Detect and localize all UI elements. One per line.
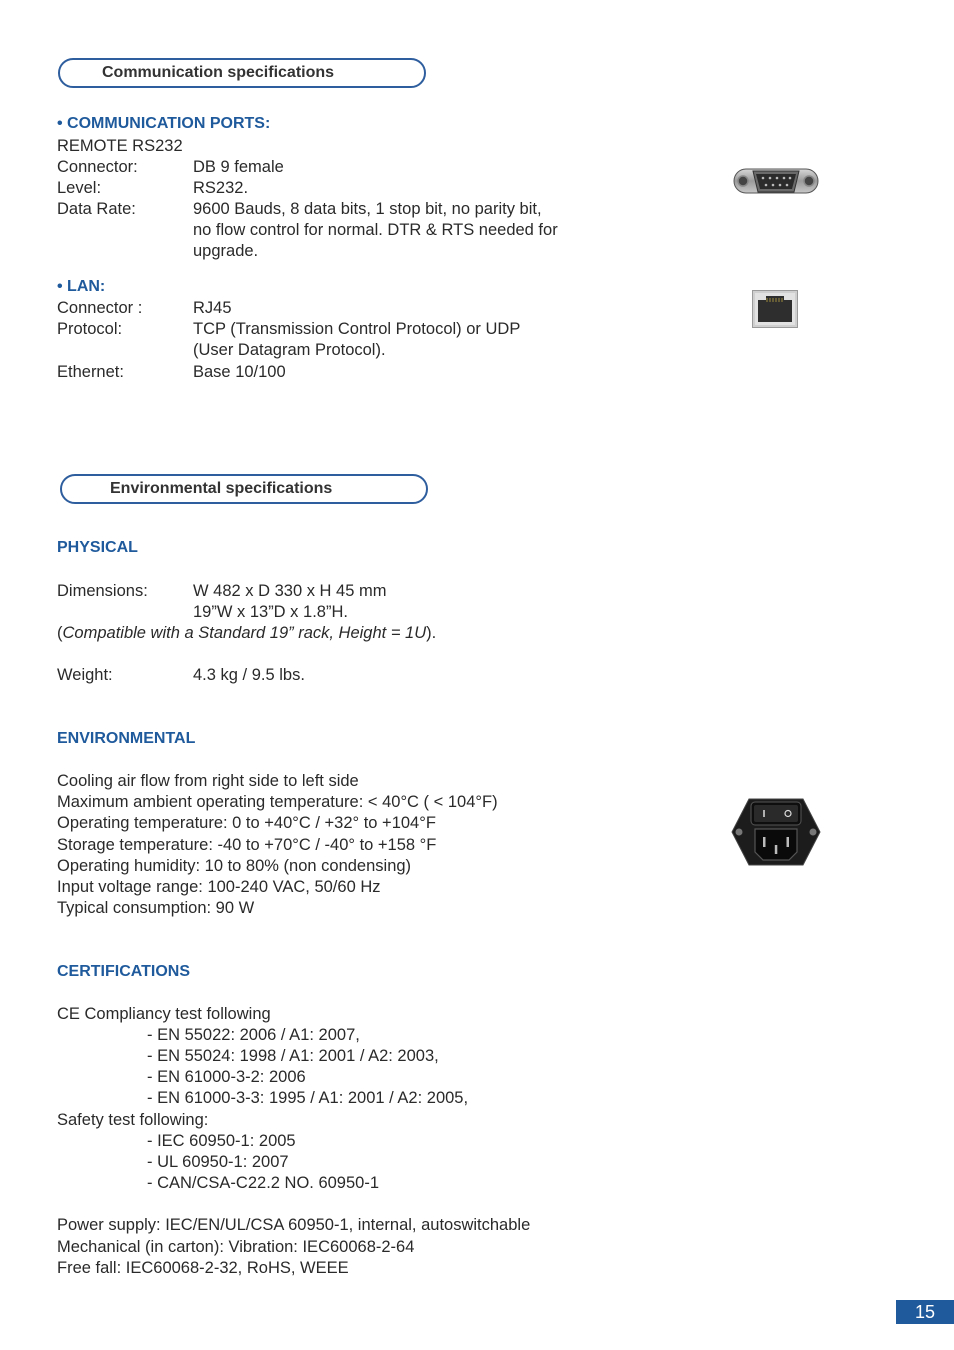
env-line: Maximum ambient operating temperature: < 40°C ( < 104°F)	[57, 793, 498, 811]
safety-item: - UL 60950-1: 2007	[147, 1153, 289, 1171]
env-section-title	[60, 474, 428, 504]
dimensions-line1: W 482 x D 330 x H 45 mm	[193, 582, 387, 600]
compat-note	[57, 623, 436, 644]
free-fall-line: Free fall: IEC60068-2-32, RoHS, WEEE	[57, 1259, 349, 1277]
lan-connector-label: Connector :	[57, 299, 143, 317]
env-line: Typical consumption: 90 W	[57, 899, 255, 917]
ethernet-value: Base 10/100	[193, 363, 286, 381]
rj45-connector-icon	[752, 290, 798, 328]
dimensions-label: Dimensions:	[57, 582, 148, 600]
protocol-line2: (User Datagram Protocol).	[193, 341, 386, 359]
comm-section-title	[58, 58, 426, 88]
ce-title: CE Compliancy test following	[57, 1005, 271, 1023]
compat-open: (	[57, 624, 63, 642]
weight-value: 4.3 kg / 9.5 lbs.	[193, 666, 305, 684]
env-line: Operating humidity: 10 to 80% (non condensing)	[57, 857, 412, 875]
db9-connector-icon	[732, 164, 820, 198]
compat-close: ).	[426, 624, 437, 642]
comm-section-title-text: Communication specifications	[102, 64, 335, 81]
weight-label: Weight:	[57, 666, 113, 684]
power-supply-line: Power supply: IEC/EN/UL/CSA 60950-1, internal, autoswitchable	[57, 1216, 531, 1234]
level-label: Level:	[57, 179, 102, 197]
environmental-heading: ENVIRONMENTAL	[57, 730, 196, 747]
ce-item: - EN 61000-3-3: 1995 / A1: 2001 / A2: 2005,	[147, 1089, 469, 1107]
protocol-label: Protocol:	[57, 320, 123, 338]
rs232-title: REMOTE RS232	[57, 137, 183, 155]
lan-heading: • LAN:	[57, 278, 106, 295]
env-line: Operating temperature: 0 to +40°C / +32° to +104°F	[57, 814, 436, 832]
safety-item: - IEC 60950-1: 2005	[147, 1132, 296, 1150]
page-number: 15	[896, 1300, 954, 1324]
ce-item: - EN 55022: 2006 / A1: 2007,	[147, 1026, 360, 1044]
datarate-label: Data Rate:	[57, 200, 136, 218]
connector-label: Connector:	[57, 158, 138, 176]
ce-item: - EN 61000-3-2: 2006	[147, 1068, 306, 1086]
lan-connector-value: RJ45	[193, 299, 232, 317]
dimensions-line2: 19”W x 13”D x 1.8”H.	[193, 603, 348, 621]
power-inlet-switch-icon	[731, 798, 821, 866]
env-section-title-text: Environmental specifications	[110, 480, 333, 497]
certifications-heading: CERTIFICATIONS	[57, 963, 191, 980]
datarate-line2: no flow control for normal. DTR & RTS needed for	[193, 221, 558, 239]
datarate-line1: 9600 Bauds, 8 data bits, 1 stop bit, no parity bit,	[193, 200, 542, 218]
physical-heading: PHYSICAL	[57, 539, 138, 556]
ethernet-label: Ethernet:	[57, 363, 124, 381]
comm-ports-heading: • COMMUNICATION PORTS:	[57, 115, 271, 132]
connector-value: DB 9 female	[193, 158, 284, 176]
level-value: RS232.	[193, 179, 249, 197]
env-line: Input voltage range: 100-240 VAC, 50/60 Hz	[57, 878, 381, 896]
protocol-line1: TCP (Transmission Control Protocol) or UDP	[193, 320, 521, 338]
datarate-line3: upgrade.	[193, 242, 259, 260]
ce-item: - EN 55024: 1998 / A1: 2001 / A2: 2003,	[147, 1047, 439, 1065]
env-line: Storage temperature: -40 to +70°C / -40° to +158 °F	[57, 836, 437, 854]
env-line: Cooling air flow from right side to left side	[57, 772, 359, 790]
safety-item: - CAN/CSA-C22.2 NO. 60950-1	[147, 1174, 380, 1192]
mechanical-line: Mechanical (in carton): Vibration: IEC60068-2-64	[57, 1238, 415, 1256]
compat-text: Compatible with a Standard 19” rack, Height = 1U	[62, 624, 427, 642]
safety-title: Safety test following:	[57, 1111, 209, 1129]
